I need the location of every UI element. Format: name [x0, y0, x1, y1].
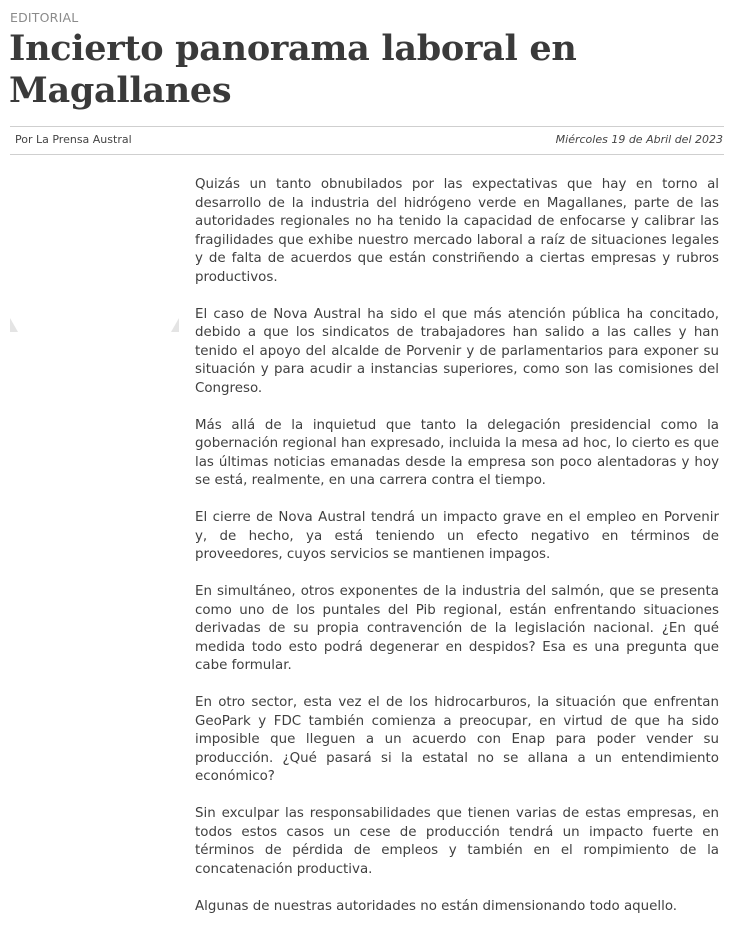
article-paragraph: El caso de Nova Austral ha sido el que más atención pública ha concitado, debido a que los sindicatos de trabajadores han salido a las calles y han tenido el apoyo del alcalde de Porvenir y de parlamentarios para exponer su situación y para acudir a instancias superiores, como son las comisiones del Congreso.	[195, 306, 719, 396]
article-paragraph: Más allá de la inquietud que tanto la delegación presidencial como la gobernación regional han expresado, incluida la mesa ad hoc, lo cierto es que las últimas noticias emanadas desde la empresa son poco alentadoras y hoy se está, realmente, en una carrera contra el tiempo.	[195, 417, 719, 488]
publish-date: Miércoles 19 de Abril del 2023	[555, 133, 723, 146]
article-paragraph: El cierre de Nova Austral tendrá un impacto grave en el empleo en Porvenir y, de hecho, ya está teniendo un efecto negativo en términos de proveedores, cuyos servicios se mantienen impagos.	[195, 510, 719, 562]
sidebar-mark-right	[171, 318, 179, 332]
article-paragraph: En otro sector, esta vez el de los hidrocarburos, la situación que enfrentan GeoPark y FDC también comienza a preocupar, en virtud de que ha sido imposible que lleguen a un acuerdo con Enap para poder vender su producción. ¿Qué pasará si la estatal no se allana a un entendimiento económico?	[195, 695, 719, 784]
sidebar-mark-left	[10, 318, 18, 332]
article-paragraph: Sin exculpar las responsabilidades que tienen varias de estas empresas, en todos estos casos un cese de producción tendrá un impacto fuerte en términos de pérdida de empleos y también en el rompimiento de la concatenación productiva.	[195, 806, 719, 877]
article-paragraph: En simultáneo, otros exponentes de la industria del salmón, que se presenta como uno de los puntales del Pib regional, están enfrentando situaciones derivadas de su propia contravención de la legislación nacional. ¿En qué medida todo esto podrá degenerar en despidos? Esa es una pregunta que cabe formular.	[195, 584, 719, 673]
byline: Por La Prensa Austral	[15, 133, 132, 146]
article-body	[195, 176, 719, 935]
article-paragraph: Algunas de nuestras autoridades no están dimensionando todo aquello.	[195, 898, 678, 914]
article-paragraph: Quizás un tanto obnubilados por las expectativas que hay en torno al desarrollo de la industria del hidrógeno verde en Magallanes, parte de las autoridades regionales no ha tenido la capacidad de enfocarse y calibrar las fragilidades que exhibe nuestro mercado laboral a raíz de situaciones legales y de falta de acuerdos que están constriñendo a ciertas empresas y rubros productivos.	[195, 177, 719, 285]
article-headline: Incierto panorama laboral en Magallanes	[9, 28, 577, 111]
meta-divider-top	[10, 126, 724, 127]
meta-divider-bottom	[10, 154, 724, 155]
section-label: EDITORIAL	[10, 10, 79, 25]
